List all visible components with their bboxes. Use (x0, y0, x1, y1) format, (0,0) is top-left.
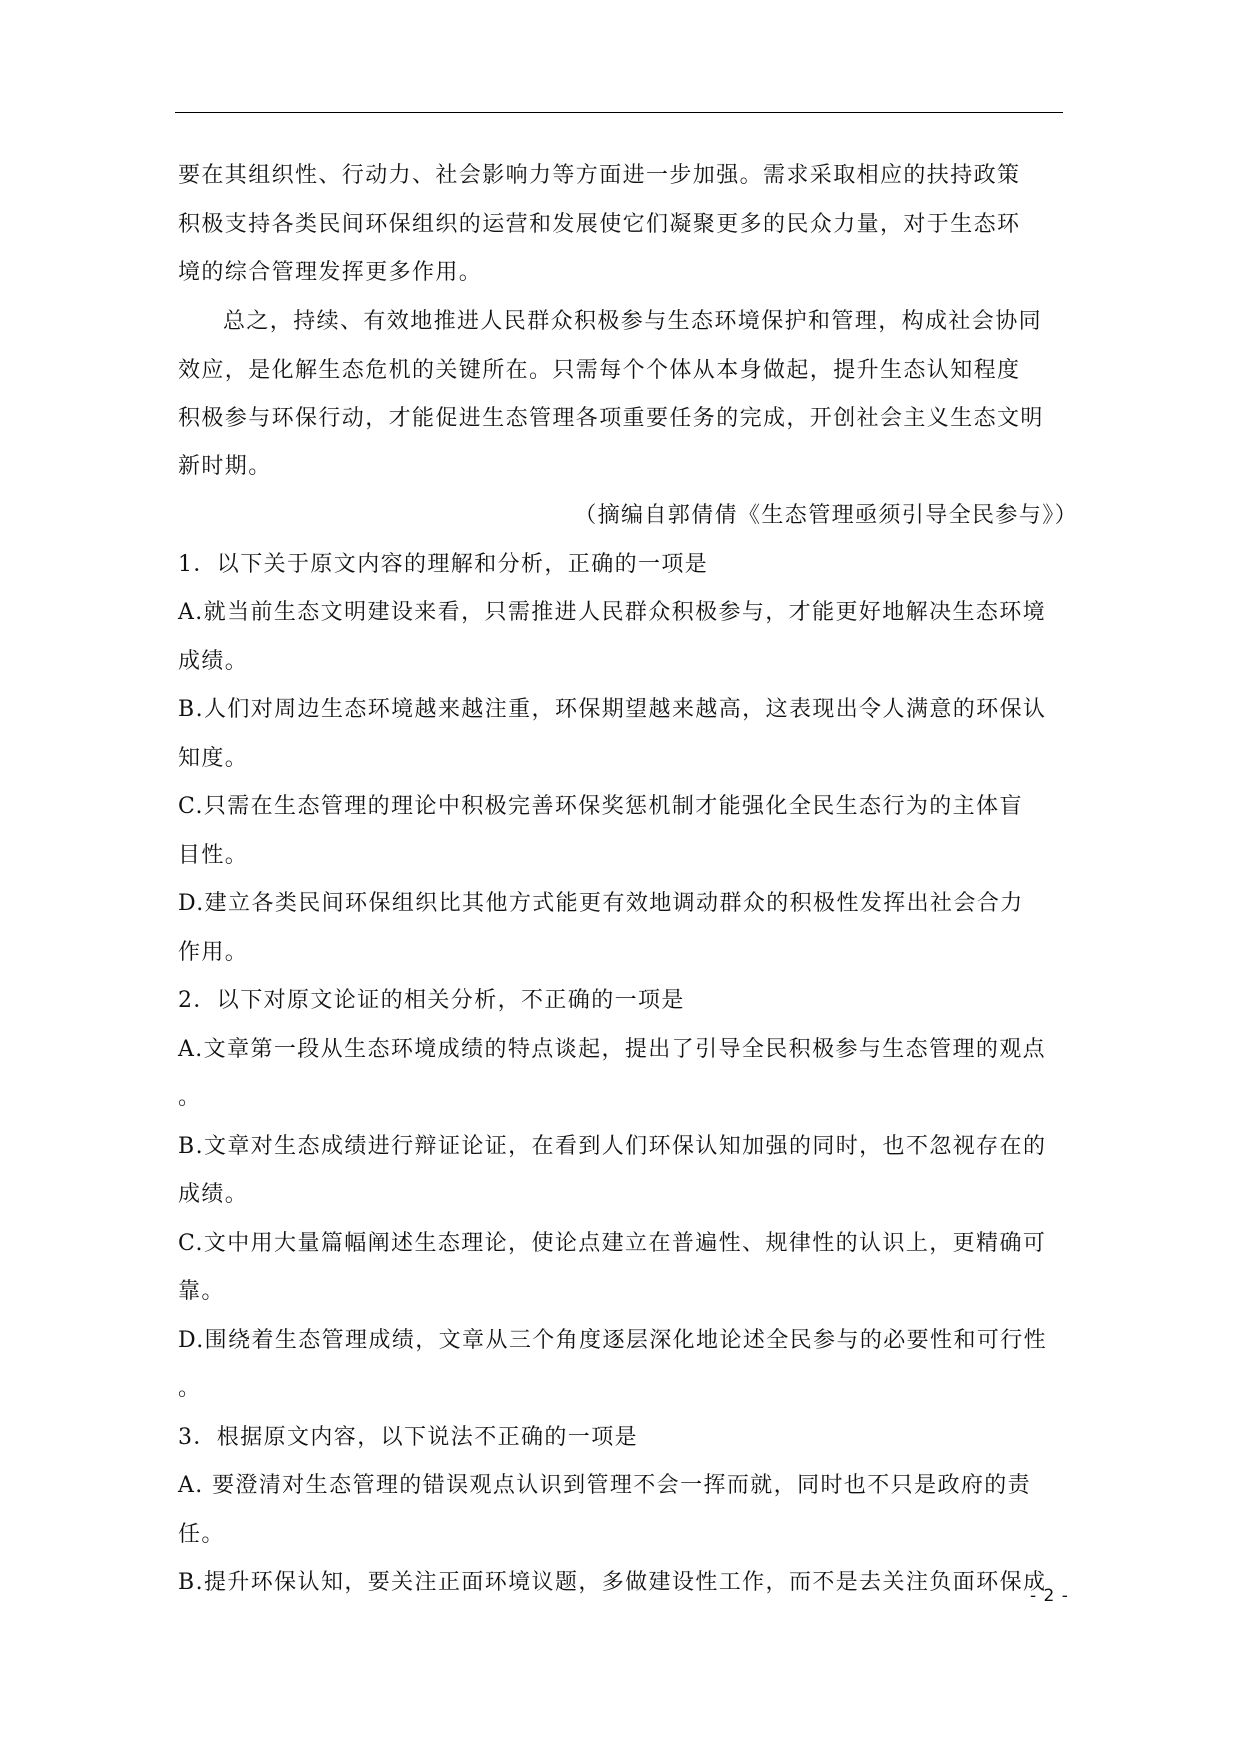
option-line: 任。 (178, 1522, 225, 1547)
paragraph-line: 积极支持各类民间环保组织的运营和发展使它们凝聚更多的民众力量，对于生态环 (178, 212, 1021, 237)
page-number: - 2 - (1030, 1586, 1069, 1606)
option-line: D.建立各类民间环保组织比其他方式能更有效地调动群众的积极性发挥出社会合力 (178, 891, 1024, 916)
paragraph-line: 总之，持续、有效地推进人民群众积极参与生态环境保护和管理，构成社会协同 (223, 309, 1043, 334)
option-line: 作用。 (178, 940, 249, 965)
source-citation: （摘编自郭倩倩《生态管理亟须引导全民参与》） (574, 503, 1078, 528)
option-line: 知度。 (178, 746, 249, 771)
option-line: B.提升环保认知，要关注正面环境议题，多做建设性工作，而不是去关注负面环保成 (178, 1570, 1047, 1595)
option-line: C.文中用大量篇幅阐述生态理论，使论点建立在普遍性、规律性的认识上，更精确可 (178, 1231, 1047, 1256)
option-line: C.只需在生态管理的理论中积极完善环保奖惩机制才能强化全民生态行为的主体盲 (178, 794, 1023, 819)
paragraph-line: 积极参与环保行动，才能促进生态管理各项重要任务的完成，开创社会主义生态文明 (178, 406, 1044, 431)
paragraph-line: 新时期。 (178, 454, 272, 479)
option-line: B.人们对周边生态环境越来越注重，环保期望越来越高，这表现出令人满意的环保认 (178, 697, 1047, 722)
option-line: 成绩。 (178, 1182, 249, 1207)
option-line: 目性。 (178, 843, 249, 868)
question-stem: 2．以下对原文论证的相关分析，不正确的一项是 (178, 988, 685, 1013)
option-line: 。 (178, 1085, 202, 1110)
paragraph-line: 效应，是化解生态危机的关键所在。只需每个个体从本身做起，提升生态认知程度 (178, 358, 1021, 383)
option-line: 靠。 (178, 1279, 225, 1304)
paragraph-line: 境的综合管理发挥更多作用。 (178, 260, 483, 285)
option-line: B.文章对生态成绩进行辩证论证，在看到人们环保认知加强的同时，也不忽视存在的 (178, 1134, 1047, 1159)
question-stem: 1．以下关于原文内容的理解和分析，正确的一项是 (178, 552, 709, 577)
option-line: 成绩。 (178, 649, 249, 674)
option-line: A.文章第一段从生态环境成绩的特点谈起，提出了引导全民积极参与生态管理的观点 (178, 1037, 1047, 1062)
paragraph-line: 要在其组织性、行动力、社会影响力等方面进一步加强。需求采取相应的扶持政策 (178, 163, 1021, 188)
option-line: A. 要澄清对生态管理的错误观点认识到管理不会一挥而就，同时也不只是政府的责 (178, 1473, 1032, 1498)
option-line: A.就当前生态文明建设来看，只需推进人民群众积极参与，才能更好地解决生态环境 (178, 600, 1047, 625)
option-line: 。 (178, 1376, 202, 1401)
question-stem: 3．根据原文内容，以下说法不正确的一项是 (178, 1425, 638, 1450)
document-body (178, 0, 1078, 1595)
option-line: D.围绕着生态管理成绩，文章从三个角度逐层深化地论述全民参与的必要性和可行性 (178, 1328, 1048, 1353)
